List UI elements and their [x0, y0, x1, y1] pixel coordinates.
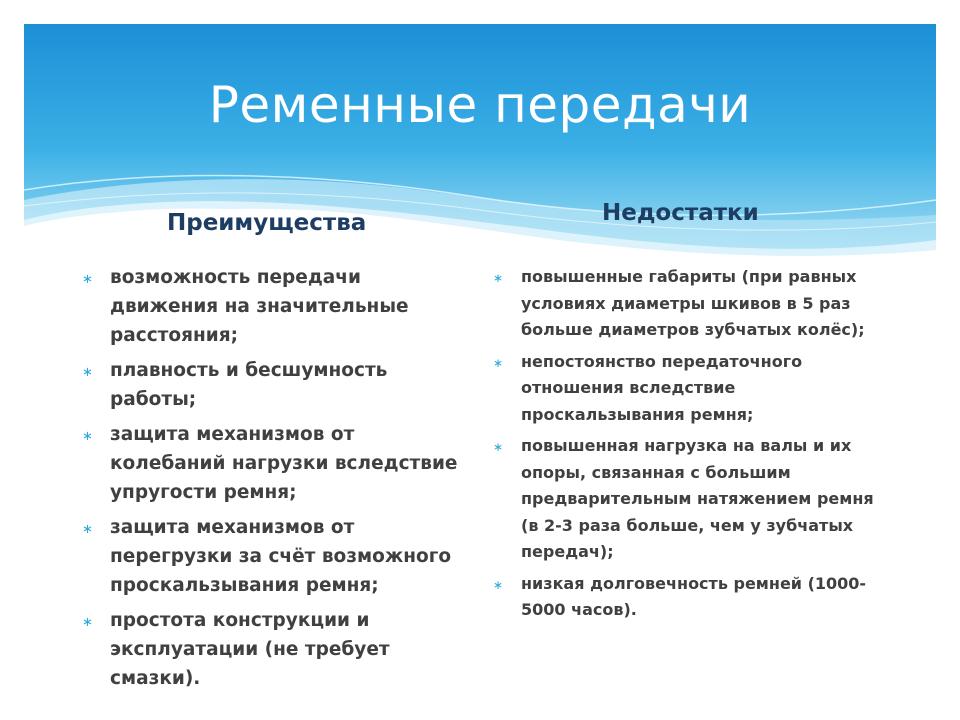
list-item-text: непостоянство передаточного отношения вследствие проскальзывания ремня;: [521, 351, 803, 424]
list-item: [493, 349, 893, 429]
header-wave-background: [0, 0, 960, 280]
list-item: [82, 513, 462, 600]
list-item-text: низкая долговечность ремней (1000-5000 часов).: [521, 573, 867, 619]
bullet-asterisk-icon: ∗: [493, 355, 504, 370]
list-item-text: возможность передачи движения на значительные расстояния;: [110, 267, 409, 346]
list-item: [82, 263, 462, 350]
bullet-asterisk-icon: ∗: [82, 365, 93, 380]
bullet-asterisk-icon: ∗: [493, 271, 504, 285]
bullet-asterisk-icon: ∗: [82, 429, 93, 444]
list-item-text: повышенная нагрузка на валы и их опоры, связанная с большим предварительным натяжением ремня (в 2-3 раза больше, чем у зубчатых передач);: [521, 436, 874, 561]
list-item-text: повышенные габариты (при равных условиях диаметры шкивов в 5 раз больше диаметров зубчатых колёс);: [521, 267, 865, 339]
list-item: [493, 264, 893, 344]
list-item-text: защита механизмов от колебаний нагрузки вследствие упругости ремня;: [110, 424, 458, 503]
bullet-asterisk-icon: ∗: [82, 522, 93, 537]
bullet-asterisk-icon: ∗: [82, 272, 93, 287]
slide-title: Ременные передачи: [208, 76, 752, 134]
list-item: [82, 606, 462, 693]
disadvantages-list: [493, 264, 893, 629]
list-item: [493, 433, 893, 566]
list-item: [82, 420, 462, 507]
disadvantages-heading: Недостатки: [602, 200, 759, 226]
list-item-text: защита механизмов от перегрузки за счёт возможного проскальзывания ремня;: [110, 517, 452, 596]
advantages-list: [82, 263, 462, 699]
list-item: [493, 571, 893, 624]
list-item: [82, 356, 462, 414]
list-item-text: плавность и бесшумность работы;: [110, 360, 388, 410]
list-item-text: простота конструкции и эксплуатации (не требует смазки).: [110, 610, 390, 689]
bullet-asterisk-icon: ∗: [493, 577, 504, 592]
advantages-heading: Преимущества: [167, 210, 367, 236]
bullet-asterisk-icon: ∗: [82, 615, 93, 630]
bullet-asterisk-icon: ∗: [493, 440, 504, 454]
